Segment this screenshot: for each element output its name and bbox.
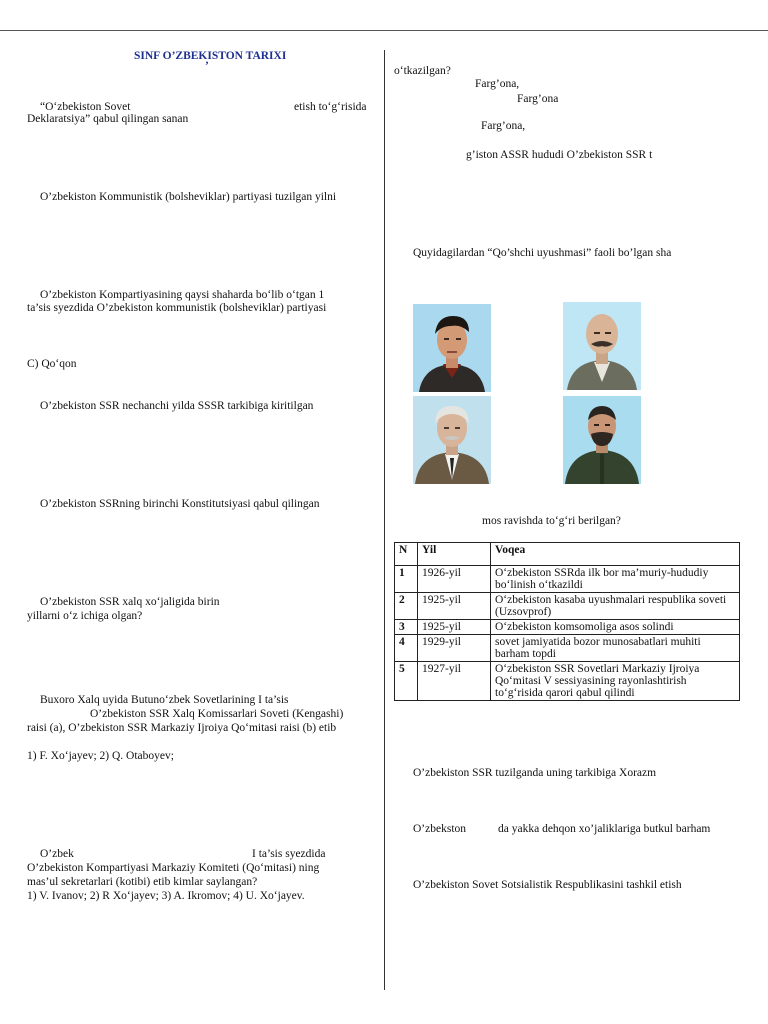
header-n: N <box>395 543 418 566</box>
question-5: O’zbekiston SSRning birinchi Konstitutsiyasi qabul qilingan <box>40 498 320 510</box>
right-line-1: o‘tkazilgan? <box>394 65 451 77</box>
table-row <box>395 635 740 662</box>
row-number: 3 <box>395 620 418 635</box>
question-8-line1a: O’zbek <box>40 848 74 860</box>
right-line-3: Farg’ona <box>517 93 559 105</box>
row-event: O‘zbekiston kasaba uyushmalari respublika soveti (Uzsovprof) <box>491 593 740 620</box>
question-xorazm: O’zbekiston SSR tuzilganda uning tarkibiga Xorazm <box>413 767 657 779</box>
row-year: 1925-yil <box>418 620 491 635</box>
question-7-line3: raisi (a), O’zbekiston SSR Markaziy Ijroiya Qo‘mitasi raisi (b) etib <box>27 722 337 734</box>
portrait-bald-mustache <box>563 302 641 390</box>
question-1-line1a: “O‘zbekiston Sovet <box>40 101 131 113</box>
question-7-line2: O’zbekiston SSR Xalq Komissarlari Soveti (Kengashi) <box>90 708 344 720</box>
row-year: 1929-yil <box>418 635 491 662</box>
right-line-2: Farg’ona, <box>475 78 520 90</box>
row-number: 4 <box>395 635 418 662</box>
question-dehqon-a: O’zbekston <box>413 823 467 835</box>
events-table <box>394 542 740 701</box>
answer-3: C) Qo‘qon <box>27 358 77 370</box>
table-row <box>395 662 740 701</box>
question-8-line2: O’zbekiston Kompartiyasi Markaziy Komiteti (Qo‘mitasi) ning <box>27 862 320 874</box>
page-title: SINF O’ZBEKISTON TARIXI <box>134 50 287 62</box>
right-line-4: Farg’ona, <box>481 120 526 132</box>
table-row <box>395 620 740 635</box>
row-number: 1 <box>395 566 418 593</box>
question-7-line1: Buxoro Xalq uyida Butuno‘zbek Sovetlarining I ta’sis <box>40 694 289 706</box>
row-year: 1925-yil <box>418 593 491 620</box>
table-row <box>395 566 740 593</box>
row-year: 1926-yil <box>418 566 491 593</box>
question-8-answers: 1) V. Ivanov; 2) R Xo‘jayev; 3) A. Ikromov; 4) U. Xo‘jayev. <box>27 890 305 902</box>
question-8-line3: mas’ul sekretarlari (kotibi) etib kimlar saylangan? <box>27 876 258 888</box>
table-row <box>395 593 740 620</box>
header-year: Yil <box>418 543 491 566</box>
portrait-man-in-tunic <box>563 396 641 484</box>
question-3-line2: ta’sis syezdida O’zbekiston kommunistik (bolsheviklar) partiyasi <box>27 302 327 314</box>
question-6-line2: yillarni o‘z ichiga olgan? <box>27 610 143 622</box>
question-4: O’zbekiston SSR nechanchi yilda SSSR tarkibiga kiritilgan <box>40 400 314 412</box>
right-line-5: g’iston ASSR hududi O’zbekiston SSR t <box>466 149 653 161</box>
question-1-line2: Deklaratsiya” qabul qilingan sanan <box>27 113 189 125</box>
row-event: O‘zbekiston komsomoliga asos solindi <box>491 620 740 635</box>
question-1-line1b: etish to‘g‘risida <box>294 101 367 113</box>
title-mark: ’ <box>205 60 209 72</box>
column-divider <box>384 50 385 990</box>
question-sovet: O’zbekiston Sovet Sotsialistik Respublikasini tashkil etish <box>413 879 682 891</box>
question-8-line1b: I ta’sis syezdida <box>252 848 326 860</box>
row-number: 5 <box>395 662 418 701</box>
portrait-elder-white-hair <box>413 396 491 484</box>
question-6-line1: O’zbekiston SSR xalq xo‘jaligida birin <box>40 596 220 608</box>
question-3-line1: O’zbekiston Kompartiyasining qaysi shaharda bo‘lib o‘tgan 1 <box>40 289 325 301</box>
question-table: mos ravishda to‘g‘ri berilgan? <box>482 515 621 527</box>
row-year: 1927-yil <box>418 662 491 701</box>
row-event: O‘zbekiston SSR Sovetlari Markaziy Ijroiya Qo‘mitasi V sessiyasining rayonlashtirish to‘g‘risida qarori qabul qilindi <box>491 662 740 701</box>
header-event: Voqea <box>491 543 740 566</box>
row-number: 2 <box>395 593 418 620</box>
portrait-young-man <box>413 304 491 392</box>
top-rule <box>0 30 768 31</box>
question-2: O’zbekiston Kommunistik (bolsheviklar) partiyasi tuzilgan yilni <box>40 191 337 203</box>
question-union: Quyidagilardan “Qo’shchi uyushmasi” faoli bo’lgan sha <box>413 247 672 259</box>
table-header-row <box>395 543 740 566</box>
question-dehqon-b: da yakka dehqon xo’jaliklariga butkul barham <box>498 823 711 835</box>
row-event: sovet jamiyatida bozor munosabatlari muhiti barham topdi <box>491 635 740 662</box>
row-event: O‘zbekiston SSRda ilk bor ma’muriy-hududiy bo‘linish o‘tkazildi <box>491 566 740 593</box>
question-7-answers: 1) F. Xo‘jayev; 2) Q. Otaboyev; <box>27 750 174 762</box>
